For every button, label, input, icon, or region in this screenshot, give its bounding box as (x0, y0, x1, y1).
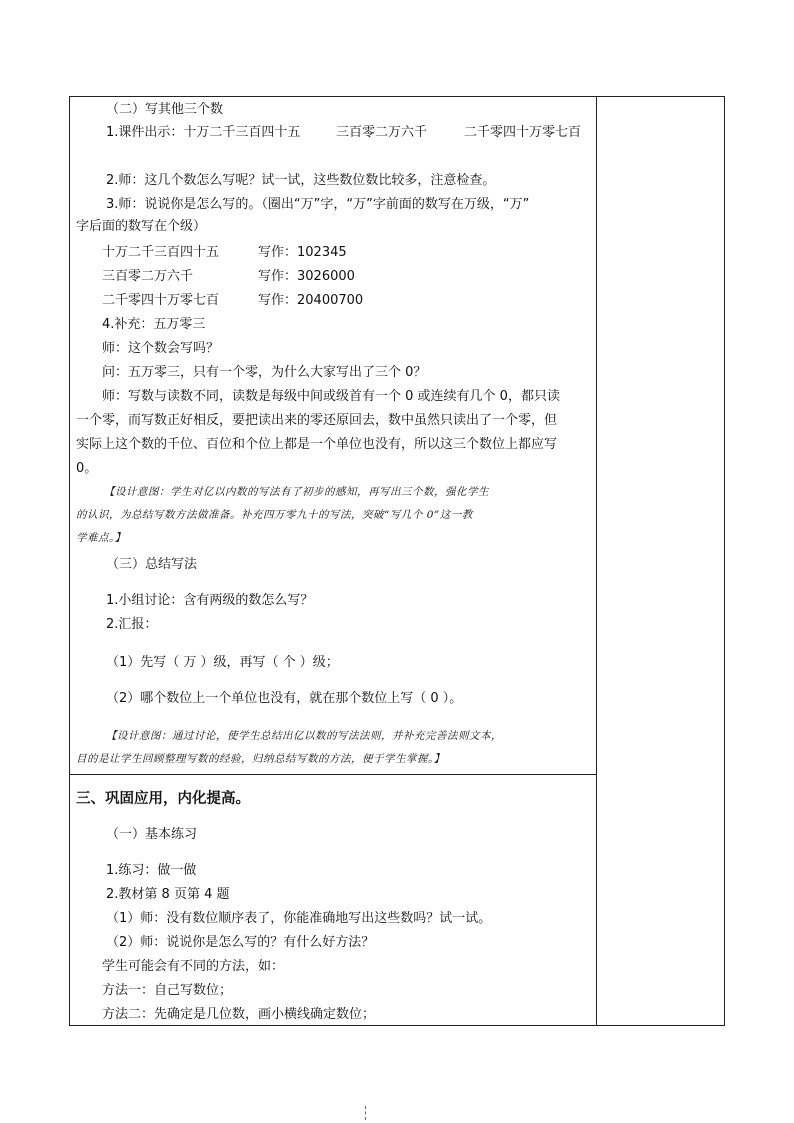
rule-line-1: （1）先写（ 万 ）级，再写（ 个 ）级； (106, 655, 339, 670)
courseware-line: 1.课件出示：十万二千三百四十五 (106, 125, 301, 140)
rule-line-2: （2）哪个数位上一个单位也没有，就在那个数位上写（ 0 ）。 (106, 691, 463, 706)
basic-practice-title: （一）基本练习 (106, 827, 198, 842)
explanation-line-2: 一个零，而写数正好相反，要把读出来的零还原回去，数中虽然只读出了一个零，但 (76, 413, 558, 428)
method-two: 方法二：先确定是几位数，画小横线确定数位； (102, 1007, 376, 1022)
practice-line-5: 学生可能会有不同的方法，如： (102, 959, 285, 974)
design-intent-2-line-1: 【设计意图：通过讨论，使学生总结出亿以数的写法法则，并补充完善法则文本， (106, 730, 502, 742)
number-name-2: 三百零二万六千 (102, 269, 194, 284)
teacher-line-2: 2.师：这几个数怎么写呢？试一试，这些数位数比较多，注意检查。 (106, 173, 496, 188)
question-line: 问：五万零三，只有一个零，为什么大家写出了三个 0？ (102, 365, 427, 380)
design-intent-1-line-1: 【设计意图：学生对亿以内数的写法有了初步的感知，再写出三个数，强化学生 (104, 486, 489, 498)
design-intent-1-line-2: 的认识，为总结写数方法做准备。补充四万零九十的写法，突破“写几个 0”这一教 (76, 509, 473, 521)
courseware-number-3: 二千零四十万零七百 (464, 125, 582, 140)
practice-line-4: （2）师：说说你是怎么写的？有什么好方法？ (106, 935, 375, 950)
number-name-3: 二千零四十万零七百 (102, 293, 220, 308)
section-title-write-three-numbers: （二）写其他三个数 (106, 102, 224, 117)
teacher-question: 师：这个数会写吗？ (102, 341, 220, 356)
explanation-line-4: 0。 (76, 461, 98, 476)
number-name-1: 十万二千三百四十五 (102, 245, 220, 260)
number-written-2: 写作：3026000 (258, 269, 355, 284)
number-written-3: 写作：20400700 (258, 293, 364, 308)
section-title-summary: （三）总结写法 (106, 557, 198, 572)
table-column-divider (596, 96, 597, 1026)
design-intent-1-line-3: 学难点。】 (76, 532, 126, 544)
group-discussion-line: 1.小组讨论：含有两级的数怎么写？ (106, 593, 314, 608)
practice-line-3: （1）师：没有数位顺序表了，你能准确地写出这些数吗？试一试。 (106, 911, 492, 926)
method-one: 方法一：自己写数位； (102, 983, 233, 998)
report-line: 2.汇报： (106, 617, 158, 632)
teacher-line-3a: 3.师：说说你是怎么写的。（圈出“万”字，“万”字前面的数写在万级，“万” (106, 197, 530, 212)
section-divider (69, 774, 597, 775)
design-intent-2-line-2: 目的是让学生回顾整理写数的经验，归纳总结写数的方法，便于学生掌握。】 (76, 753, 445, 765)
page-break-mark (365, 1106, 368, 1120)
explanation-line-3: 实际上这个数的千位、百位和个位上都是一个单位也没有，所以这三个数位上都应写 (76, 437, 558, 452)
courseware-number-2: 三百零二万六千 (336, 125, 428, 140)
number-written-1: 写作：102345 (258, 245, 347, 260)
practice-line-2: 2.教材第 8 页第 4 题 (106, 887, 230, 902)
supplement-line: 4.补充：五万零三 (102, 317, 206, 332)
part-heading-consolidate: 三、巩固应用，内化提高。 (76, 791, 250, 807)
teacher-line-3b: 字后面的数写在个级） (76, 219, 207, 234)
practice-line-1: 1.练习：做一做 (106, 863, 197, 878)
explanation-line-1: 师：写数与读数不同，读数是每级中间或级首有一个 0 或连续有几个 0，都只读 (102, 389, 560, 404)
